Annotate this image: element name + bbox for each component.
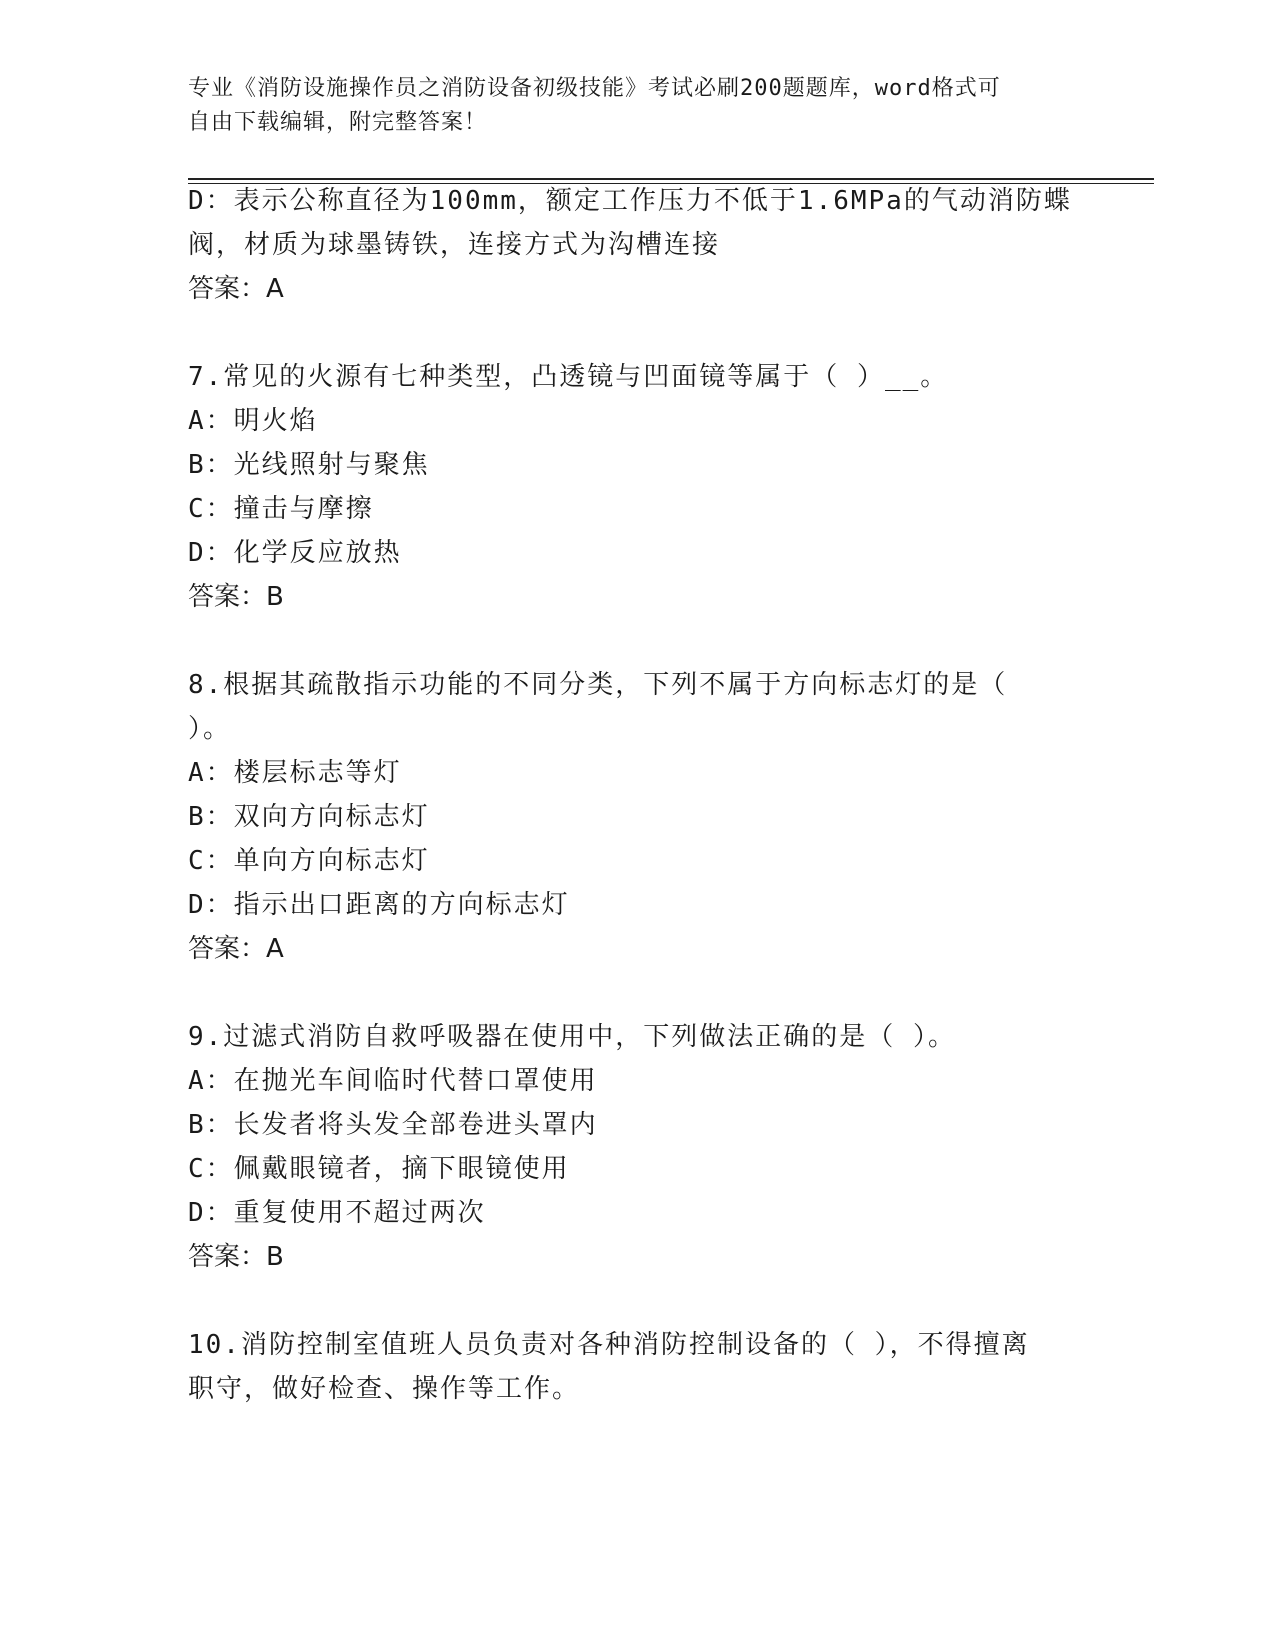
document-header (188, 72, 1088, 140)
q7-stem: 7.常见的火源有七种类型，凸透镜与凹面镜等属于（ ）__。 (188, 362, 949, 392)
q7-option-d: D：化学反应放热 (188, 538, 402, 568)
q8-stem-line-2: ）。 (188, 714, 232, 744)
header-title-line-2: 自由下载编辑，附完整答案！ (188, 110, 488, 135)
q9-answer: 答案：B (188, 1242, 284, 1272)
q9-option-c: C：佩戴眼镜者，摘下眼镜使用 (188, 1154, 570, 1184)
q9-option-a: A：在抛光车间临时代替口罩使用 (188, 1066, 598, 1096)
q8-option-a: A：楼层标志等灯 (188, 758, 402, 788)
q7-option-c: C：撞击与摩擦 (188, 494, 374, 524)
q10-stem-line-2: 职守，做好检查、操作等工作。 (188, 1374, 581, 1404)
q8-answer: 答案：A (188, 934, 284, 964)
q7-option-a: A：明火焰 (188, 406, 318, 436)
q8-option-d: D：指示出口距离的方向标志灯 (188, 890, 570, 920)
q7-option-b: B：光线照射与聚焦 (188, 450, 430, 480)
q6-option-d-line-1: D：表示公称直径为100mm，额定工作压力不低于1.6MPa的气动消防蝶 (188, 186, 1072, 216)
q9-option-b: B：长发者将头发全部卷进头罩内 (188, 1110, 598, 1140)
header-title-line-1: 专业《消防设施操作员之消防设备初级技能》考试必刷200题题库，word格式可 (188, 76, 1001, 101)
q10-stem-line-1: 10.消防控制室值班人员负责对各种消防控制设备的（ ），不得擅离 (188, 1330, 1030, 1360)
q9-option-d: D：重复使用不超过两次 (188, 1198, 486, 1228)
q8-stem-line-1: 8.根据其疏散指示功能的不同分类，下列不属于方向标志灯的是（ (188, 670, 1008, 700)
q6-answer: 答案：A (188, 274, 284, 304)
q8-option-c: C：单向方向标志灯 (188, 846, 430, 876)
q9-stem: 9.过滤式消防自救呼吸器在使用中，下列做法正确的是（ ）。 (188, 1022, 956, 1052)
q7-answer: 答案：B (188, 582, 284, 612)
header-divider-thick (188, 178, 1154, 180)
q6-option-d-line-2: 阀，材质为球墨铸铁，连接方式为沟槽连接 (188, 230, 721, 260)
q8-option-b: B：双向方向标志灯 (188, 802, 430, 832)
